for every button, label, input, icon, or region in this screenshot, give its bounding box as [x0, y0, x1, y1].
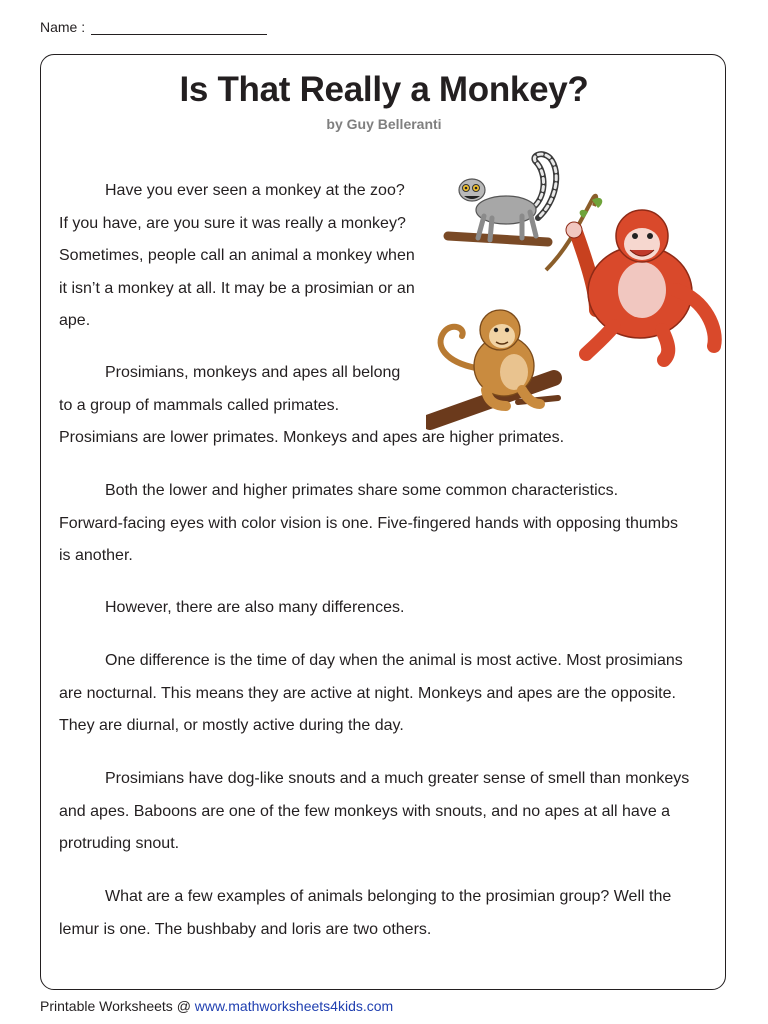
paragraph-line: is another. [59, 547, 133, 564]
orangutan-icon [546, 196, 715, 360]
paragraph-line: Sometimes, people call an animal a monkey when [59, 247, 415, 264]
paragraph-line: Have you ever seen a monkey at the zoo? [105, 182, 405, 199]
paragraph-line: Forward-facing eyes with color vision is one. Five-fingered hands with opposing thumbs [59, 514, 678, 532]
name-blank-line[interactable] [91, 18, 267, 35]
paragraph-line: Prosimians have dog-like snouts and a much greater sense of smell than monkeys [105, 770, 690, 787]
paragraph-line: What are a few examples of animals belonging to the prosimian group? Well the [105, 888, 672, 905]
paragraph-6 [59, 763, 689, 861]
footer [40, 998, 393, 1014]
paragraph-line: One difference is the time of day when the animal is most active. Most prosimians [105, 652, 683, 669]
paragraph-line: it isn’t a monkey at all. It may be a prosimian or an [59, 279, 415, 297]
paragraph-line: protruding snout. [59, 835, 180, 852]
primates-illustration [426, 150, 726, 430]
paragraph-7 [59, 881, 671, 946]
name-label: Name : [40, 19, 86, 35]
footer-website-link[interactable]: www.mathworksheets4kids.com [194, 998, 394, 1014]
paragraph-line: lemur is one. The bushbaby and loris are two others. [59, 920, 432, 938]
paragraph-line: Both the lower and higher primates share some common characteristics. [105, 482, 619, 499]
paragraph-line: However, there are also many differences. [105, 599, 405, 616]
paragraph-line: If you have, are you sure it was really a monkey? [59, 214, 406, 232]
monkey-icon [430, 310, 558, 422]
footer-label: Printable Worksheets @ [40, 998, 195, 1014]
worksheet-title: Is That Really a Monkey? [179, 70, 589, 109]
paragraph-line: Prosimians are lower primates. Monkeys and apes are higher primates. [59, 429, 565, 446]
paragraph-5 [59, 645, 683, 743]
paragraph-line: to a group of mammals called primates. [59, 396, 340, 414]
paragraph-line: and apes. Baboons are one of the few monkeys with snouts, and no apes at all have a [59, 802, 671, 820]
lemur-icon [448, 154, 556, 242]
name-field [40, 18, 267, 35]
paragraph-4 [59, 592, 404, 625]
paragraph-line: are nocturnal. This means they are active at night. Monkeys and apes are the opposite. [59, 684, 676, 702]
author-byline: by Guy Belleranti [326, 116, 442, 132]
paragraph-line: ape. [59, 312, 91, 329]
paragraph-3 [59, 475, 678, 573]
paragraph-line: Prosimians, monkeys and apes all belong [105, 364, 401, 381]
paragraph-line: They are diurnal, or mostly active during the day. [59, 717, 404, 734]
paragraph-1 [59, 175, 415, 338]
